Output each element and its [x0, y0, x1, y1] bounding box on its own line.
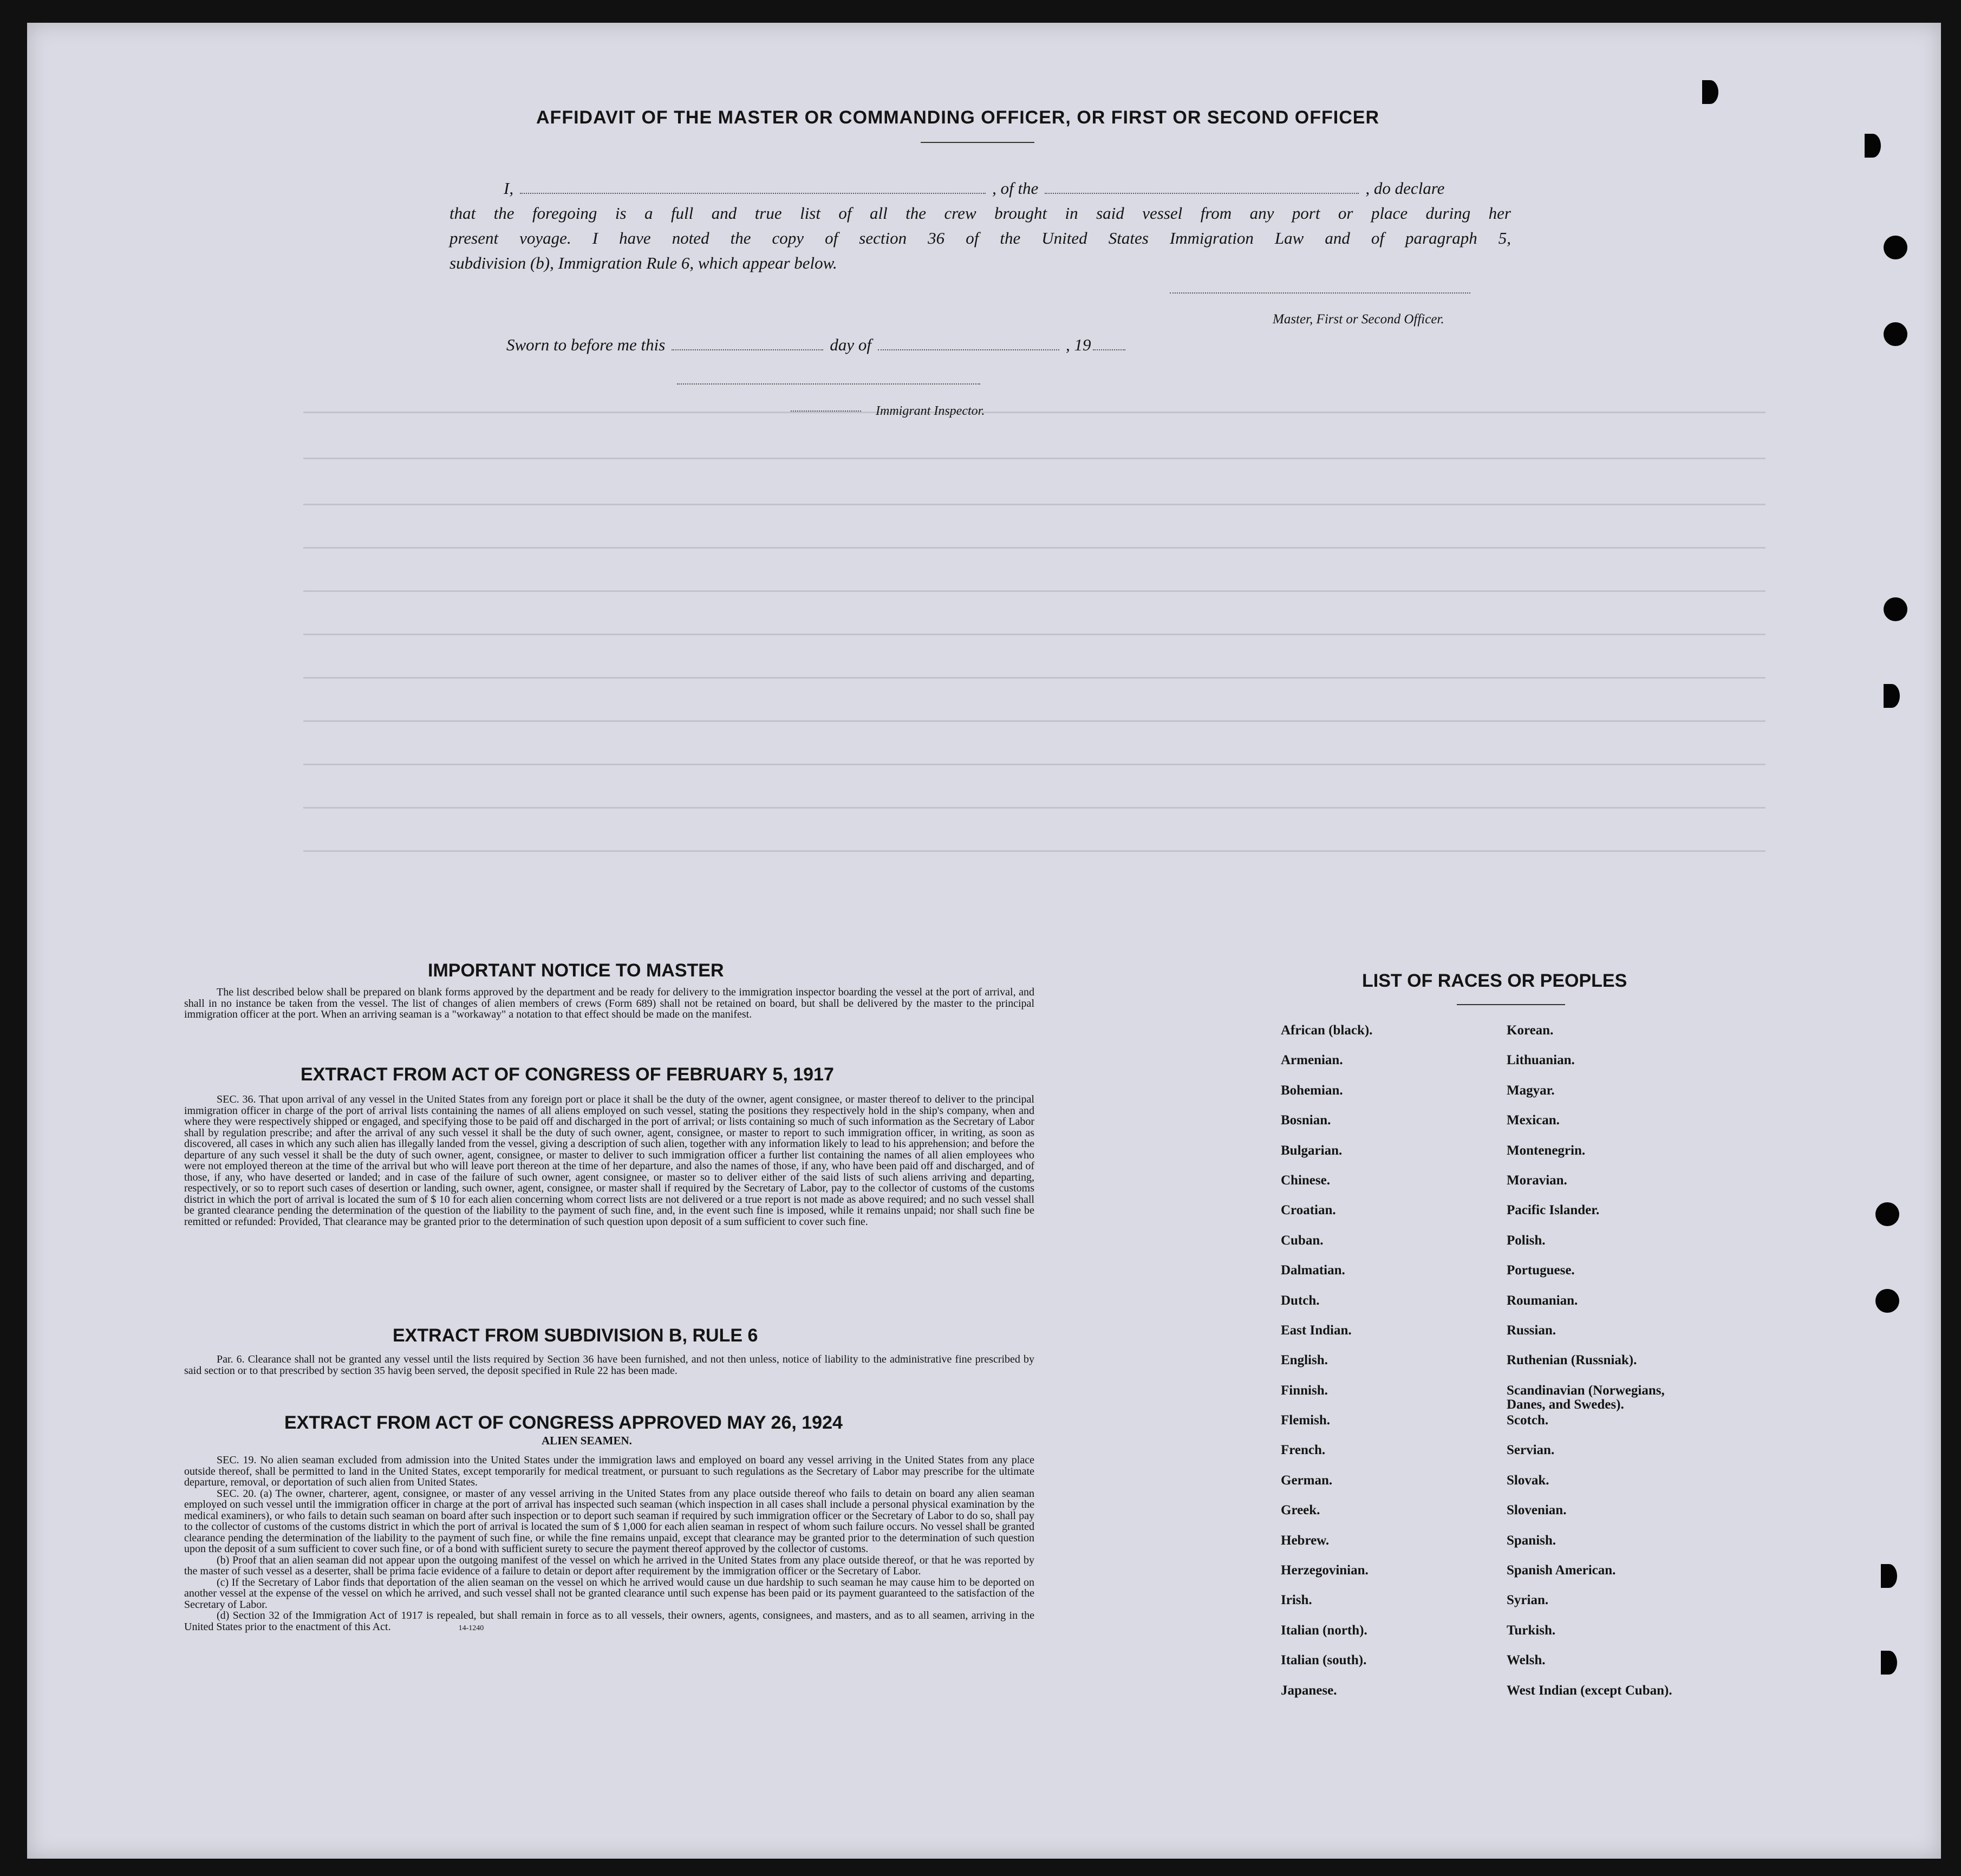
race-item: Japanese. — [1281, 1683, 1337, 1698]
race-item: Syrian. — [1507, 1593, 1549, 1608]
sworn-line — [506, 333, 1210, 355]
binder-hole — [1881, 1564, 1897, 1588]
race-item: Mexican. — [1507, 1113, 1560, 1128]
sworn-year-field[interactable] — [1093, 333, 1125, 350]
race-item: Russian. — [1507, 1323, 1556, 1338]
bleed-through-line — [303, 547, 1765, 549]
race-item: French. — [1281, 1443, 1326, 1458]
race-item: Herzegovinian. — [1281, 1563, 1369, 1578]
race-item: Welsh. — [1507, 1653, 1546, 1668]
race-item: Flemish. — [1281, 1413, 1330, 1428]
bleed-through-line — [303, 590, 1765, 592]
binder-hole — [1884, 597, 1907, 621]
notice-title: IMPORTANT NOTICE TO MASTER — [428, 960, 724, 981]
race-item: Bulgarian. — [1281, 1143, 1343, 1158]
race-item: Scandinavian (Norwegians, Danes, and Swedes). — [1507, 1383, 1665, 1412]
race-item: Spanish. — [1507, 1533, 1556, 1548]
race-item: German. — [1281, 1473, 1333, 1488]
race-item: Cuban. — [1281, 1233, 1324, 1248]
race-item: Korean. — [1507, 1023, 1554, 1038]
affidavit-declaration — [449, 176, 1511, 276]
bleed-through-line — [303, 850, 1765, 852]
act-1924-title: EXTRACT FROM ACT OF CONGRESS APPROVED MAY 26, 1924 — [284, 1412, 843, 1433]
master-signature-field[interactable] — [1170, 292, 1470, 294]
race-item: Irish. — [1281, 1593, 1312, 1608]
race-item: Magyar. — [1507, 1083, 1555, 1098]
race-item: Finnish. — [1281, 1383, 1328, 1398]
bleed-through-line — [303, 412, 1765, 413]
races-title-underline — [1457, 1004, 1565, 1005]
act-1917-title: EXTRACT FROM ACT OF CONGRESS OF FEBRUARY 5, 1917 — [301, 1064, 834, 1085]
race-item: Portuguese. — [1507, 1263, 1575, 1278]
race-item: Bosnian. — [1281, 1113, 1331, 1128]
sec-20c-paragraph: (c) If the Secretary of Labor finds that deportation of the alien seaman on the vessel on which he arrived would cause un due hardship to such seaman he may cause him to be deported on another vessel at the expense of the vessel on which he arrived, and such vessel shall not be granted clearance until such expense has been paid or its payment guaranteed to the satisfaction of the Secretary of Labor. — [184, 1576, 1034, 1611]
declaration-line-2: that the foregoing is a full and true list of all the crew brought in said vessel from any port or place during her — [449, 204, 1511, 223]
race-item: English. — [1281, 1353, 1328, 1368]
declaration-line-3: present voyage. I have noted the copy of section 36 of the United States Immigration Law and of paragraph 5, — [449, 229, 1511, 247]
year-prefix: , 19 — [1065, 335, 1091, 354]
race-item: Bohemian. — [1281, 1083, 1343, 1098]
sworn-day-field[interactable] — [672, 333, 823, 350]
race-item: Hebrew. — [1281, 1533, 1330, 1548]
alien-seamen-subtitle: ALIEN SEAMEN. — [542, 1434, 632, 1447]
bleed-through-line — [303, 807, 1765, 809]
race-item: Italian (north). — [1281, 1623, 1367, 1638]
race-item: Spanish American. — [1507, 1563, 1616, 1578]
do-declare-label: , do declare — [1365, 179, 1445, 198]
sec-19-paragraph: SEC. 19. No alien seaman excluded from admission into the United States under the immigration laws and employed on board any vessel arriving in the United States from any place outside thereof, shall be permitted to land in the United States, except temporarily for medical treatment, or pursuant to such regulations as the Secretary of Labor may prescribe for the ultimate departure, removal, or deportation of such alien from United States. — [184, 1454, 1034, 1488]
binder-hole — [1875, 1202, 1899, 1226]
declarant-pronoun: I, — [504, 179, 514, 198]
act-1924-text — [184, 1455, 1034, 1634]
bleed-through-line — [303, 458, 1765, 459]
inspector-signature-label: Immigrant Inspector. — [876, 404, 985, 418]
of-the-label: , of the — [992, 179, 1039, 198]
binder-hole — [1881, 1651, 1897, 1675]
notice-paragraph: The list described below shall be prepared on blank forms approved by the department and be ready for delivery to the immigration inspector boarding the vessel at the port of arrival, and shall in no instance be taken from the vessel. The list of changes of alien members of crews (Form 689) shall not be retained on board, but shall be delivered by the master to the principal immigration officer at the port. When an arriving seaman is a "workaway" a notation to that effect should be made on the manifest. — [184, 986, 1034, 1020]
binder-hole — [1865, 134, 1881, 158]
title-underline — [921, 142, 1034, 143]
race-item: Pacific Islander. — [1507, 1203, 1600, 1218]
sec-20b-paragraph: (b) Proof that an alien seaman did not appear upon the outgoing manifest of the vessel on which he arrived in the United States from any place outside thereof, or that he was reported by the master of such vessel as a deserter, shall be prima facie evidence of a failure to detain or deport after requirement by the immigration officer or the Secretary of Labor. — [184, 1554, 1034, 1577]
master-signature-label: Master, First or Second Officer. — [1273, 312, 1444, 327]
sworn-month-field[interactable] — [878, 333, 1059, 350]
race-item: Greek. — [1281, 1503, 1320, 1518]
race-item: West Indian (except Cuban). — [1507, 1683, 1672, 1698]
act-1917-text — [184, 1094, 1034, 1227]
sec-36-paragraph: SEC. 36. That upon arrival of any vessel in the United States from any foreign port or place it shall be the duty of the owner, agent consignee, or master thereof to deliver to the principal immigration officer in charge of the port of arrival lists containing the names of all aliens employed on such vessel, stating the positions they respectively hold in the ship's company, when and where they were respectively shipped or engaged, and specifying those to be paid off and discharged in the port of arrival; or lists containing so much of such information as the Secretary of Labor shall by regulation prescribe; and after the arrival of any such vessel it shall be the duty of such owner, agent, consignee, or master to report to such immigration officer, in writing, as soon as discovered, all cases in which any such alien has illegally landed from the vessel, giving a description of such alien, together with any information likely to lead to his apprehension; and before the departure of any such vessel it shall be the duty of such owner, agent, consignee, or master to deliver to such immigration officer a further list containing the names of all alien employees who were not employed thereon at the time of the arrival but who will leave port thereon at the time of her departure, and also the names of those, if any, who have been paid off and discharged, and of those, if any, who have deserted or landed; and in case of the failure of such owner, agent consignee, or master so to deliver either of the said lists of such aliens arriving and departing, respectively, or so to report such cases of desertion or landing, such owner, agent, consignee, or master shall if required by the Secretary of Labor, pay to the collector of customs of the customs district in which the port of arrival is located the sum of $ 10 for each alien concerning whom correct lists are not delivered or a true report is not made as above required; and no such vessel shall be granted clearance pending the determination of the question of the liability to the payment of such fine, and, in the event such fine is imposed, while it remains unpaid; nor shall such fine be remitted or refunded: Provided, That clearance may be granted prior to the determination of such question upon deposit of a sum sufficient to cover such fine. — [184, 1093, 1034, 1228]
race-item: Polish. — [1507, 1233, 1546, 1248]
inspector-signature-field-2[interactable] — [791, 411, 861, 412]
race-item: Armenian. — [1281, 1053, 1343, 1068]
rule-6-text — [184, 1354, 1034, 1376]
bleed-through-line — [303, 720, 1765, 722]
binder-hole — [1884, 236, 1907, 259]
sworn-prefix: Sworn to before me this — [506, 335, 666, 354]
declarant-name-field[interactable] — [520, 177, 986, 194]
races-left-column — [1281, 1024, 1372, 1714]
race-item: Italian (south). — [1281, 1653, 1367, 1668]
day-of-label: day of — [830, 335, 871, 354]
bleed-through-line — [303, 677, 1765, 679]
race-item: Croatian. — [1281, 1203, 1336, 1218]
sec-20a-paragraph: SEC. 20. (a) The owner, charterer, agent, consignee, or master of any vessel arriving in the United States from any place outside thereof who fails to detain on board any alien seaman employed on such vessel until the immigration officer in charge at the port of arrival has inspected such seaman (which inspection in all cases shall include a personal physical examination by the medical examiners), or who fails to detain such seaman on board after such inspection or to deport such seaman if required by such immigration officer or the Secretary of Labor to do so, shall pay to the collector of customs of the customs district in which the port of arrival is located the sum of $ 1,000 for each alien seaman in respect of whom such failure occurs. No vessel shall be granted clearance pending the determination of the liability to the payment of such fine, or while the fine remains unpaid, except that clearance may be granted prior to the determination of such question upon the deposit of a sum sufficient to cover such fine, or of a bond with sufficient surety to secure the payment thereof approved by the collector of customs. — [184, 1487, 1034, 1555]
race-item: Ruthenian (Russniak). — [1507, 1353, 1637, 1368]
race-item: Lithuanian. — [1507, 1053, 1575, 1068]
race-item: Turkish. — [1507, 1623, 1556, 1638]
bleed-through-line — [303, 634, 1765, 635]
binder-hole — [1875, 1289, 1899, 1313]
race-item: East Indian. — [1281, 1323, 1352, 1338]
binder-hole — [1884, 322, 1907, 346]
binder-hole — [1884, 684, 1900, 708]
declaration-line-4: subdivision (b), Immigration Rule 6, which appear below. — [449, 253, 837, 272]
race-item: Dutch. — [1281, 1293, 1320, 1308]
vessel-name-field[interactable] — [1045, 177, 1359, 194]
sec-20d-text: (d) Section 32 of the Immigration Act of 1917 is repealed, but shall remain in force as to all vessels, their owners, agents, consignees, and masters, and as to all seamen, arriving in the United States prior to the enactment of this Act. — [184, 1610, 1034, 1633]
race-item: Slovak. — [1507, 1473, 1549, 1488]
sec-20d-paragraph — [184, 1610, 1034, 1634]
race-item: Chinese. — [1281, 1172, 1330, 1188]
races-right-column — [1507, 1024, 1723, 1714]
par-6-paragraph: Par. 6. Clearance shall not be granted any vessel until the lists required by Section 36 have been furnished, and not then unless, notice of liability to the administrative fine prescribed by said section or to that prescribed by section 35 havig been served, the deposit specified in Rule 22 has been made. — [184, 1353, 1034, 1377]
race-item: Roumanian. — [1507, 1293, 1578, 1308]
inspector-signature-field[interactable] — [677, 383, 980, 385]
race-item: Slovenian. — [1507, 1503, 1567, 1518]
race-item: Scotch. — [1507, 1413, 1549, 1428]
race-item: Dalmatian. — [1281, 1263, 1345, 1278]
binder-hole — [1702, 80, 1718, 104]
race-item: Servian. — [1507, 1443, 1555, 1458]
race-item: African (black). — [1281, 1023, 1373, 1038]
race-item: Moravian. — [1507, 1172, 1567, 1188]
races-title: LIST OF RACES OR PEOPLES — [1362, 970, 1627, 991]
bleed-through-line — [303, 764, 1765, 765]
declaration-line-1 — [449, 176, 1511, 201]
form-number: 14-1240 — [458, 1624, 484, 1632]
bleed-through-line — [303, 504, 1765, 505]
race-item: Montenegrin. — [1507, 1143, 1586, 1158]
rule-6-title: EXTRACT FROM SUBDIVISION B, RULE 6 — [393, 1325, 758, 1346]
notice-text — [184, 987, 1034, 1020]
affidavit-title: AFFIDAVIT OF THE MASTER OR COMMANDING OFFICER, OR FIRST OR SECOND OFFICER — [536, 107, 1379, 128]
